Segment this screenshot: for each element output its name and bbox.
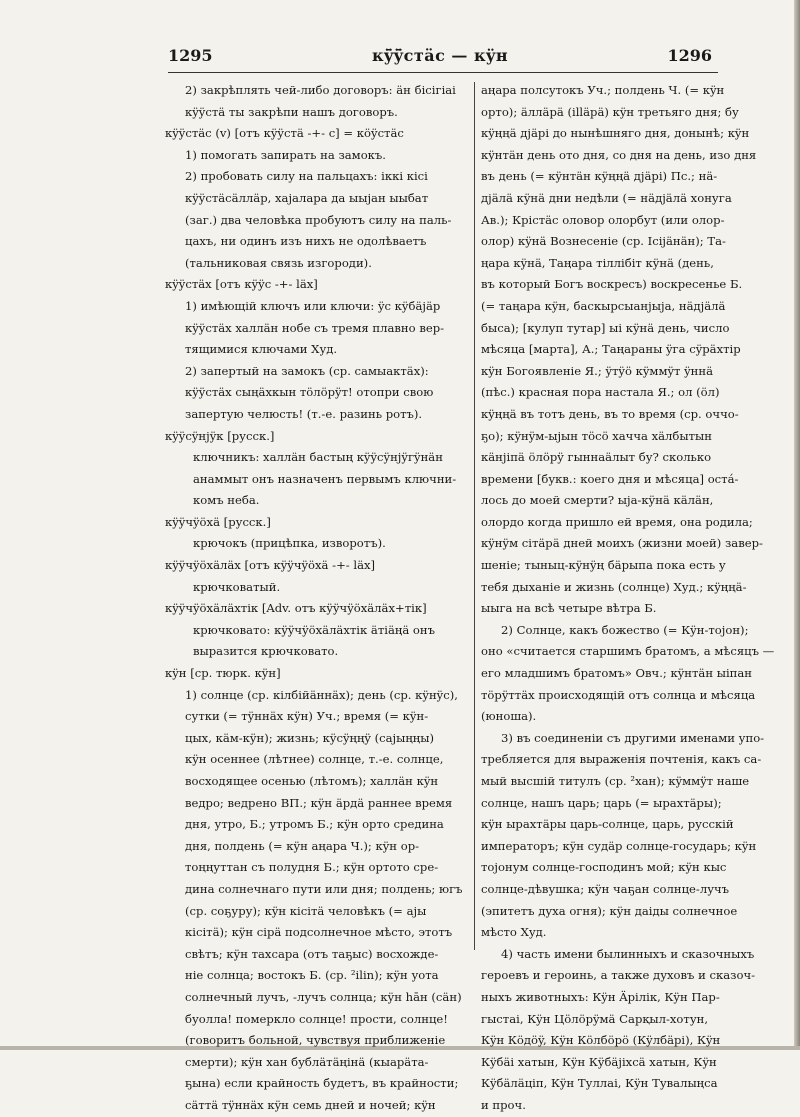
left-column-line: тящимися ключами Худ.: [185, 342, 338, 357]
right-column-line: оно «считается старшимъ братомъ, а мѣсяцъ —: [481, 644, 775, 659]
right-column-line: быса); [кулуп тутар] ыі кÿнä день, число: [481, 320, 730, 335]
right-column-line: орто); äллäрä (illäрä) кÿн третьяго дня; бу: [481, 104, 739, 119]
right-column-line: гыстаі, Кÿн Цöлöрÿмä Сарқыл-хотун,: [481, 1011, 709, 1026]
left-column-line: кÿÿчÿöхäлäх [отъ кÿÿчÿöхä -+- läх]: [165, 558, 376, 573]
right-column-line: олордо когда пришло ей время, она родила;: [481, 514, 753, 529]
right-column-line: ныхъ животныхъ: Кÿн Äрілік, Кÿн Пар-: [481, 989, 720, 1004]
left-column-line: 1) имѣющій ключъ или ключи: ÿс кÿбäjäр: [185, 298, 441, 313]
left-column-line: ведро; ведрено ВП.; кÿн äрдä раннее время: [185, 795, 453, 810]
left-column-line: (тальниковая связь изгороди).: [185, 255, 372, 270]
right-column-line: солнце, нашъ царь; царь (= ырахтäры);: [481, 795, 722, 810]
right-column-line: аңара полсутокъ Уч.; полдень Ч. (= кÿн: [481, 83, 725, 97]
left-column-line: кÿн осеннее (лѣтнее) солнце, т.-е. солнце,: [185, 752, 444, 767]
right-column-line: героевъ и героинь, а также духовъ и сказоч-: [481, 968, 756, 983]
left-column-line: 1) помогать запирать на замокъ.: [185, 147, 386, 162]
right-column-line: и проч.: [481, 1097, 526, 1112]
right-column-line: въ который Богъ воскресъ) воскресенье Б.: [481, 277, 743, 292]
left-column-line: сäттä тÿннäх кÿн семь дней и ночей; кÿн: [185, 1097, 436, 1112]
page-edge-shadow: [794, 0, 800, 1050]
right-column-line: шеніе; тыныц-кÿнÿң бäрыпа пока есть у: [481, 558, 726, 573]
right-column-line: дjäлä кÿнä дни недѣли (= нäдjäлä хонуга: [481, 190, 732, 205]
left-column-line: кÿÿстäсäллäр, хаjалара да ыыjан ыыбат: [185, 190, 429, 205]
right-column-line: времени [букв.: коего дня и мѣсяца] остá-: [481, 471, 739, 486]
right-column-line: олор) кÿнä Вознесеніе (ср. Ісіjäнäн); Та-: [481, 234, 726, 249]
left-column-line: кÿÿстäс (v) [отъ кÿÿстä -+- с] = кöÿстäс: [165, 126, 404, 141]
left-column-line: ніе солнца; востокъ Б. (ср. ²ilin); кÿн уота: [185, 968, 439, 983]
left-column-line: сутки (= тÿннäх кÿн) Уч.; время (= кÿн-: [185, 709, 429, 724]
left-column-line: тоңңуттан съ полудня Б.; кÿн ортото сре-: [185, 860, 439, 875]
left-column-line: 2) закрѣплять чей-либо договоръ: äн бісігіаі: [185, 83, 456, 97]
left-column-line: 2) пробовать силу на пальцахъ: іккі кісі: [185, 169, 428, 184]
left-column-line: (заг.) два человѣка пробуютъ силу на паль-: [185, 212, 452, 227]
left-column-line: (говоритъ больной, чувствуя приближеніе: [185, 1033, 446, 1048]
left-column-line: кÿÿчÿöхä [русск.]: [165, 514, 271, 529]
left-column-line: ҕына) если крайность будетъ, въ крайности;: [185, 1076, 459, 1091]
left-column-line: (ср. соҕуру); кÿн кісітä человѣкъ (= аjы: [185, 903, 427, 918]
left-column-line: кÿÿстä ты закрѣпи нашъ договоръ.: [185, 104, 398, 119]
left-column-line: дина солнечнаго пути или дня; полдень; югъ: [185, 881, 463, 896]
left-column-line: кÿÿстäх сыңäхкын тöлöрÿт! отопри свою: [185, 385, 434, 400]
left-column-line: кÿÿсÿнjÿк [русск.]: [165, 428, 275, 443]
right-column-line: мѣсяца [марта], А.; Таңараны ÿга сÿрäхтір: [481, 342, 741, 357]
column-divider: [474, 82, 475, 950]
left-column-line: кÿн [ср. тюрк. кÿн]: [165, 666, 281, 681]
right-column-line: кÿн ырахтäры царь-солнце, царь, русскій: [481, 817, 734, 832]
left-column-line: 2) запертый на замокъ (ср. самыактäх):: [185, 363, 429, 378]
right-column-line: кÿнÿм сітäрä дней моихъ (жизни моей) завер-: [481, 536, 763, 551]
right-column-line: кÿнтäн день ото дня, со дня на день, изо дня: [481, 147, 757, 162]
left-column-line: солнечный лучъ, -лучъ солнца; кÿн hāн (сäн): [185, 989, 462, 1004]
header-rule: [168, 72, 718, 73]
left-column-line: выразится крючковато.: [193, 644, 339, 659]
left-column-line: ключникъ: халлäн бастың кÿÿсÿнjÿгÿнäн: [193, 450, 443, 465]
right-column-line: императоръ; кÿн судäр солнце-государь; кÿн: [481, 838, 757, 853]
right-column-line: кÿңңä въ тотъ день, въ то время (ср. оччо-: [481, 406, 739, 421]
left-column-line: комъ неба.: [193, 493, 260, 508]
right-column-line: (юноша).: [481, 709, 537, 724]
left-column-line: крючокъ (прицѣпка, изворотъ).: [193, 536, 386, 551]
left-column-line: 1) солнце (ср. кілбійäннäх); день (ср. кÿнÿс),: [185, 687, 458, 702]
left-page-number: 1295: [168, 46, 213, 65]
left-column-line: кÿÿстäх [отъ кÿÿс -+- läх]: [165, 277, 318, 292]
right-column-line: кÿңңä дjäрі до нынѣшняго дня, донынѣ; кÿн: [481, 126, 750, 141]
left-column-line: дня, утро, Б.; утромъ Б.; кÿн орто средина: [185, 817, 444, 832]
left-column-line: восходящее осенью (лѣтомъ); халлäн кÿн: [185, 774, 439, 788]
left-column-line: кісітä); кÿн сірä подсолнечное мѣсто, этотъ: [185, 925, 453, 940]
right-column-line: лось до моей смерти? ыjа-кÿнä кäлäн,: [481, 493, 714, 508]
right-column-line: Ав.); Крістäс оловор олорбут (или олор-: [481, 212, 725, 227]
left-column-line: крючковато: кÿÿчÿöхäлäхтік äтіäңä онъ: [193, 622, 435, 637]
right-column-line: ҕо); кÿнÿм-ыjын тöсö хачча хäлбытын: [481, 428, 713, 443]
right-column-line: мый высшій титулъ (ср. ²хан); кÿммÿт наше: [481, 774, 750, 788]
right-column-line: ыыга на всѣ четыре вѣтра Б.: [481, 601, 657, 616]
left-column-line: цахъ, ни одинъ изъ нихъ не одолѣваетъ: [185, 234, 427, 249]
right-column-line: ңара кÿнä, Таңара тіллібіт кÿнä (день,: [481, 255, 714, 270]
right-column-line: Кÿбäлäціп, Кÿн Туллаі, Кÿн Тувалыңса: [481, 1076, 718, 1091]
right-column-line: солнце-дѣвушка; кÿн чаҕан солнце-лучъ: [481, 881, 730, 896]
right-column-line: тöрÿттäх происходящій отъ солнца и мѣсяца: [481, 687, 756, 702]
right-column-line: 3) въ соединеніи съ другими именами упо-: [501, 730, 765, 745]
right-column-line: 4) часть имени былинныхъ и сказочныхъ: [501, 946, 755, 961]
right-column-line: 2) Солнце, какъ божество (= Кÿн-тоjон);: [501, 622, 749, 637]
right-column-line: требляется для выраженія почтенія, какъ са-: [481, 752, 762, 767]
right-column-line: мѣсто Худ.: [481, 925, 547, 940]
left-column: [165, 80, 465, 1117]
left-column-line: запертую челюсть! (т.-е. разинь ротъ).: [185, 406, 423, 421]
running-title: кÿ̄ÿ̄стäс — кÿн: [371, 46, 509, 65]
left-column-line: кÿÿстäх халлäн нобе съ тремя плавно вер-: [185, 320, 445, 335]
left-column-line: смерти); кÿн хан бублäтäңінä (кыарäта-: [185, 1054, 429, 1069]
right-page-number: 1296: [667, 46, 712, 65]
right-column-line: кäнjіпä öлöрÿ гыннаäлыт бу? сколько: [481, 450, 712, 465]
left-column-line: цых, кäм-кÿн); жизнь; кÿсÿңңÿ (саjыңңы): [185, 730, 434, 745]
right-column-line: Кÿн Кöдöÿ, Кÿн Кöлбöрö (Кÿлбäрі), Кÿн: [481, 1033, 721, 1048]
right-column: [481, 80, 776, 1117]
right-column-line: (эпитетъ духа огня); кÿн даiды солнечное: [481, 903, 738, 918]
right-column-line: въ день (= кÿнтäн кÿңңä дjäрі) Пс.; нä-: [481, 169, 718, 184]
left-column-line: анаммыт онъ назначенъ первымъ ключни-: [193, 471, 457, 486]
right-column-line: Кÿбäі хатын, Кÿн Кÿбäjіхсä хатын, Кÿн: [481, 1054, 717, 1069]
right-column-line: кÿн Богоявленіе Я.; ÿтÿö кÿммÿт ÿннä: [481, 363, 714, 378]
right-column-line: его младшимъ братомъ» Овч.; кÿнтäн ыіпан: [481, 666, 753, 681]
left-column-line: кÿÿчÿöхäлäхтік [Adv. отъ кÿÿчÿöхäлäх+тік]: [165, 601, 427, 616]
right-column-line: (пѣс.) красная пора настала Я.; ол (öл): [481, 385, 720, 400]
right-column-line: тоjонум солнце-господинъ мой; кÿн кыс: [481, 860, 727, 875]
left-column-line: крючковатый.: [193, 579, 281, 594]
right-column-line: (= таңара кÿн, баскырсыанjыjа, нäдjäлä: [481, 298, 726, 313]
left-column-line: дня, полдень (= кÿн аңара Ч.); кÿн ор-: [185, 838, 420, 853]
right-column-line: тебя дыханіе и жизнь (солнце) Худ.; кÿңңä-: [481, 579, 747, 594]
page-header: [160, 46, 720, 70]
left-column-line: буолла! померкло солнце! прости, солнце!: [185, 1011, 448, 1026]
left-column-line: свѣтъ; кÿн тахсара (отъ таҕыс) восхожде-: [185, 946, 439, 961]
